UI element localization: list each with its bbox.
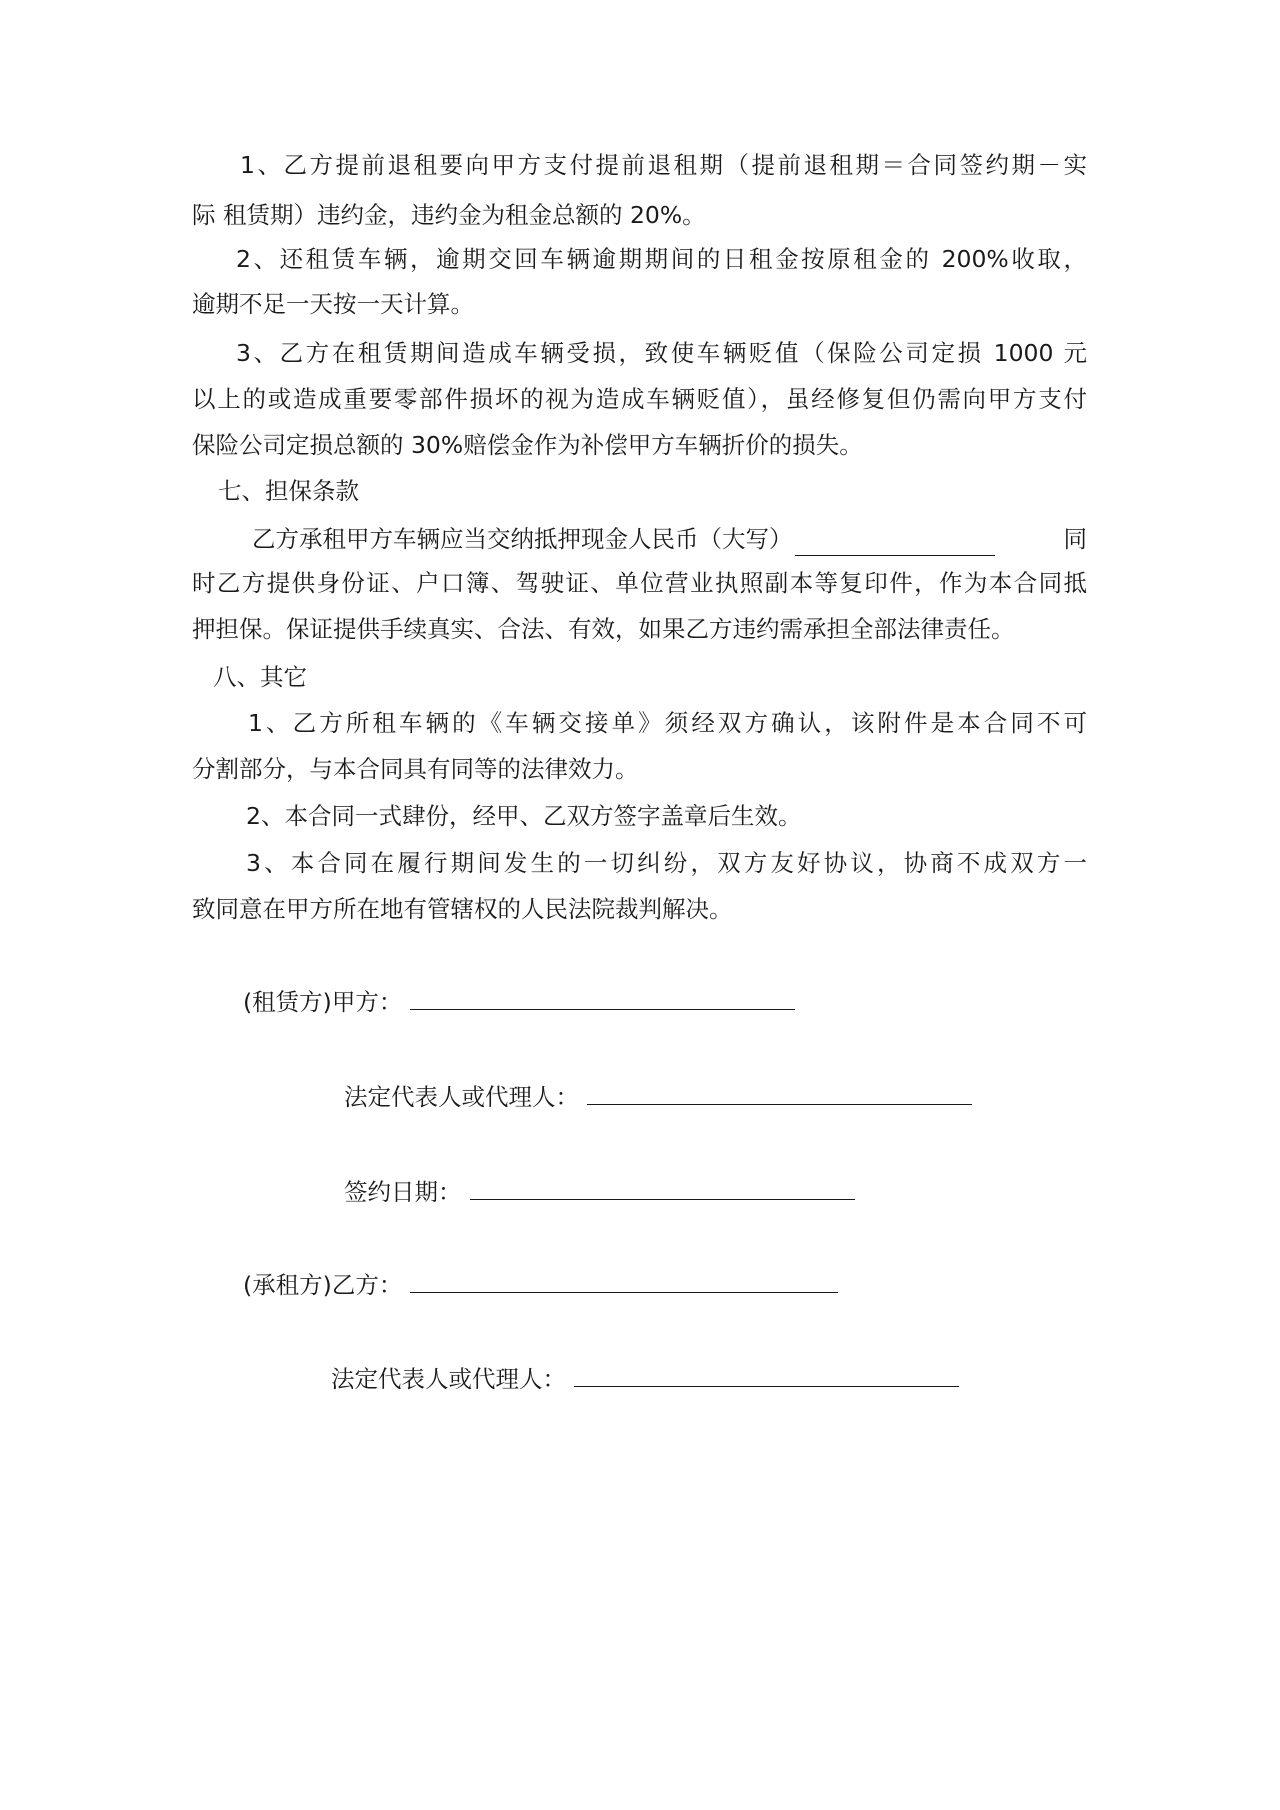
- party-b-rep-signature-line: [574, 1364, 959, 1387]
- party-a-label: (租赁方)甲方：: [243, 988, 403, 1016]
- clause7-line3: 押担保。保证提供手续真实、合法、有效，如果乙方违约需承担全部法律责任。: [192, 615, 1015, 643]
- clause6-item1-line1: 1、乙方提前退租要向甲方支付提前退租期（提前退租期＝合同签约期－实: [240, 151, 1087, 179]
- clause7-line1: [252, 522, 1087, 556]
- clause8-item3-line1: 3、本合同在履行期间发生的一切纠纷，双方友好协议，协商不成双方一: [246, 849, 1087, 877]
- signature-party-b-rep: [331, 1362, 959, 1396]
- deposit-amount-blank: [795, 529, 995, 556]
- clause6-item3-line3: 保险公司定损总额的 30%赔偿金作为补偿甲方车辆折价的损失。: [192, 431, 863, 459]
- signature-party-b: [243, 1268, 838, 1302]
- party-b-label: (承租方)乙方：: [243, 1271, 403, 1299]
- clause6-item3-line1: 3、乙方在租赁期间造成车辆受损，致使车辆贬值（保险公司定损 1000 元: [236, 339, 1087, 367]
- signature-date: [344, 1175, 855, 1209]
- clause8-item1-line1: 1、乙方所租车辆的《车辆交接单》须经双方确认，该附件是本合同不可: [248, 709, 1087, 737]
- party-a-signature-line: [410, 987, 795, 1010]
- clause6-item2-line1: 2、还租赁车辆，逾期交回车辆逾期期间的日租金按原租金的 200%收取，: [236, 245, 1087, 273]
- party-b-signature-line: [410, 1270, 838, 1293]
- clause6-item3-line2: 以上的或造成重要零部件损坏的视为造成车辆贬值），虽经修复但仍需向甲方支付: [192, 385, 1087, 413]
- clause7-line1-text: 乙方承租甲方车辆应当交纳抵押现金人民币（大写）: [252, 525, 793, 553]
- signature-party-a: [243, 985, 795, 1019]
- clause7-line1-end: 同: [1063, 525, 1087, 553]
- clause7-line2: 时乙方提供身份证、户口簿、驾驶证、单位营业执照副本等复印件，作为本合同抵: [192, 569, 1087, 597]
- party-a-rep-signature-line: [587, 1082, 972, 1105]
- clause6-item2-line2: 逾期不足一天按一天计算。: [192, 290, 474, 318]
- sign-date-line: [470, 1177, 855, 1200]
- sign-date-label: 签约日期：: [344, 1178, 462, 1206]
- clause8-heading: 八、其它: [213, 663, 307, 691]
- clause6-item1-line2: 际 租赁期）违约金，违约金为租金总额的 20%。: [192, 201, 706, 229]
- party-a-rep-label: 法定代表人或代理人：: [344, 1083, 579, 1111]
- clause8-item1-line2: 分割部分，与本合同具有同等的法律效力。: [192, 755, 639, 783]
- clause7-heading: 七、担保条款: [218, 477, 359, 505]
- clause8-item2: 2、本合同一式肆份，经甲、乙双方签字盖章后生效。: [246, 802, 802, 830]
- signature-party-a-rep: [344, 1080, 972, 1114]
- clause8-item3-line2: 致同意在甲方所在地有管辖权的人民法院裁判解决。: [192, 895, 733, 923]
- party-b-rep-label: 法定代表人或代理人：: [331, 1365, 566, 1393]
